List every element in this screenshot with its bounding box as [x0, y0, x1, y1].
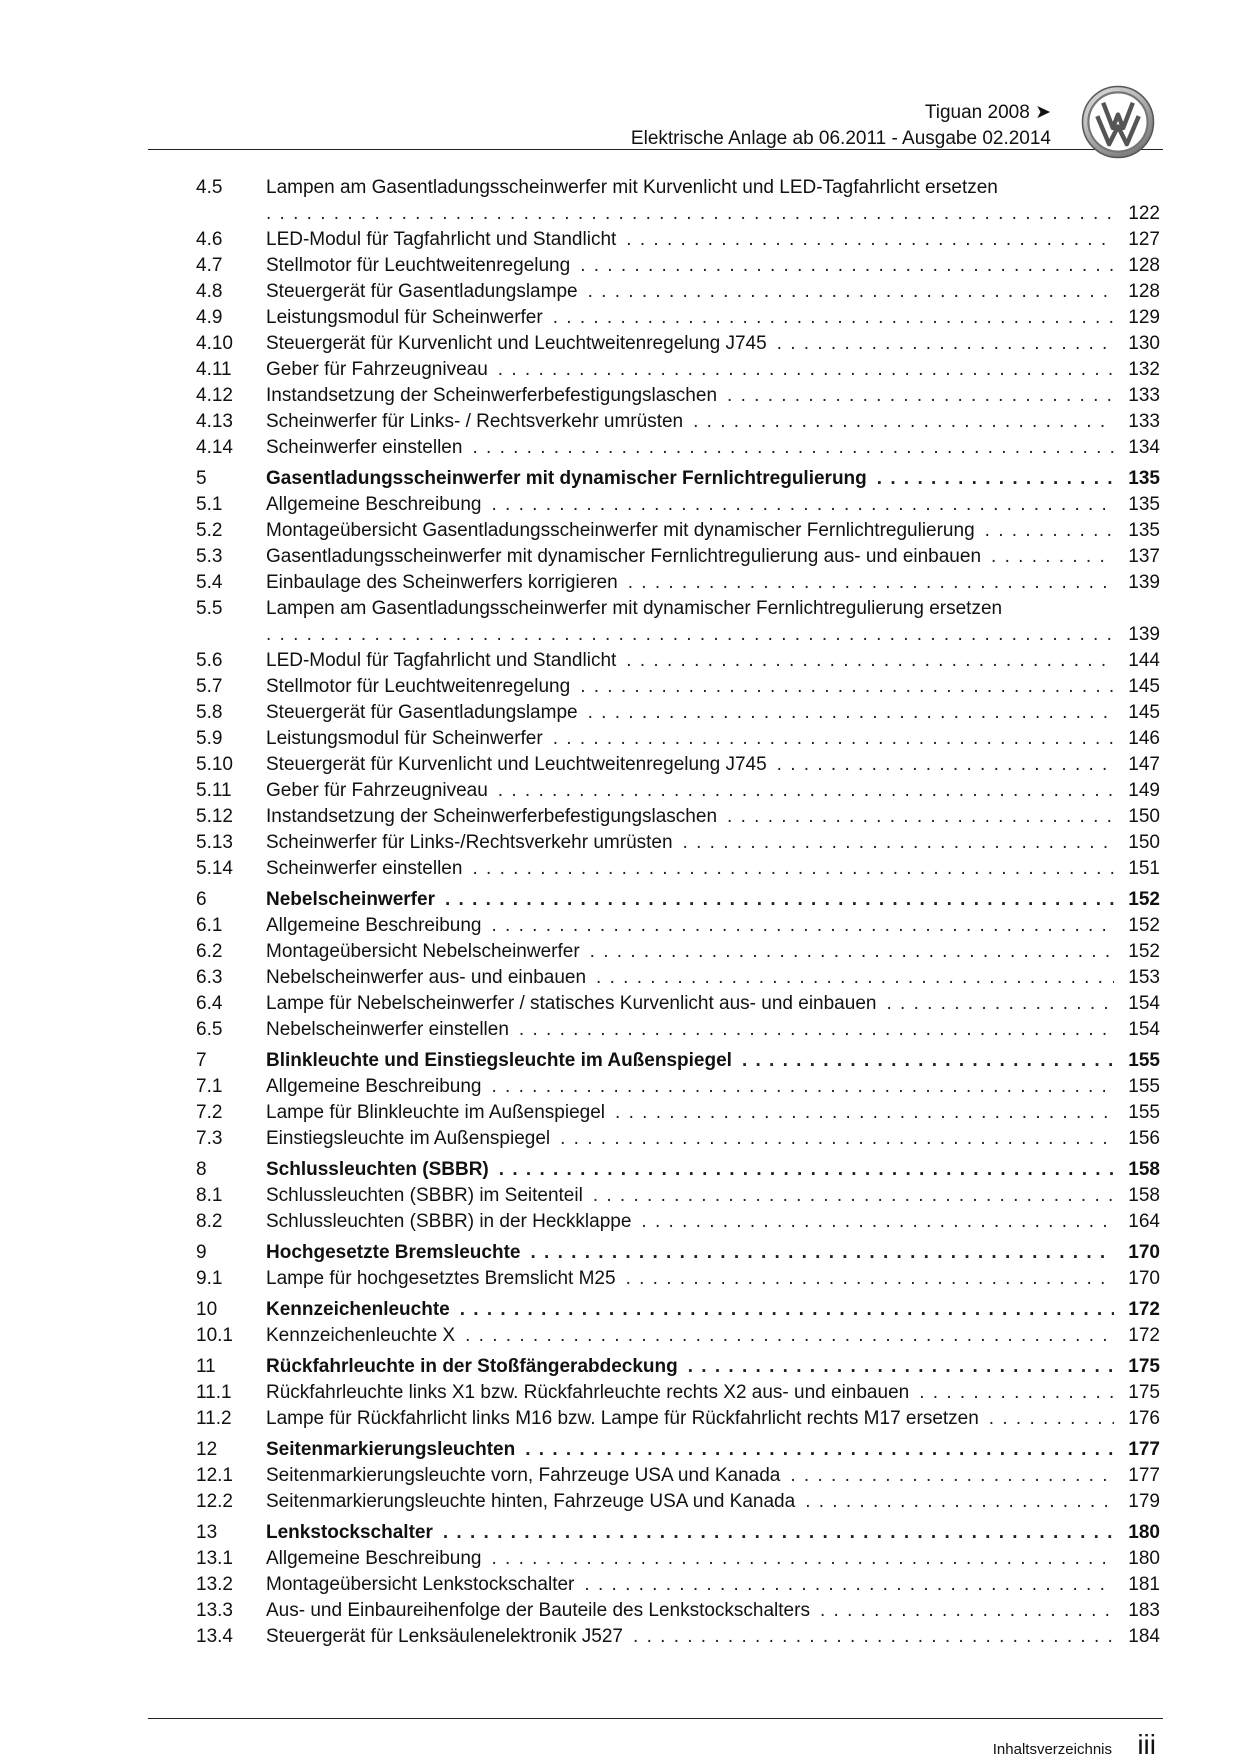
toc-page-number: 164	[1128, 1211, 1160, 1232]
toc-page-number: 152	[1128, 941, 1160, 962]
toc-entry[interactable]	[196, 331, 1160, 357]
toc-leader-dots	[626, 648, 1114, 674]
toc-number: 4.10	[196, 333, 233, 354]
toc-title: Instandsetzung der Scheinwerferbefestigungslaschen	[266, 806, 718, 827]
toc-page-number: 127	[1128, 229, 1160, 250]
toc-leader-dots	[877, 466, 1114, 492]
toc-leader-dots	[491, 1546, 1114, 1572]
toc-title: Schlussleuchten (SBBR)	[266, 1159, 489, 1180]
toc-page-number: 122	[1128, 203, 1160, 224]
toc-title: Montageübersicht Gasentladungsscheinwerfer mit dynamischer Fernlichtregulierung	[266, 520, 975, 541]
toc-number: 5.4	[196, 572, 223, 593]
toc-page-number: 128	[1128, 281, 1160, 302]
toc-entry[interactable]	[196, 279, 1160, 305]
toc-entry[interactable]	[196, 1209, 1160, 1235]
toc-page-number: 176	[1128, 1408, 1160, 1429]
toc-title: Allgemeine Beschreibung	[266, 1076, 482, 1097]
toc-leader-dots	[593, 1183, 1114, 1209]
toc-leader-dots	[530, 1240, 1114, 1266]
toc-title: Seitenmarkierungsleuchten	[266, 1439, 516, 1460]
toc-leader-dots	[633, 1624, 1114, 1650]
toc-page-number: 170	[1128, 1242, 1160, 1263]
toc-title: Lenkstockschalter	[266, 1522, 433, 1543]
toc-number: 11	[196, 1356, 216, 1377]
footer-page-number: iii	[1137, 1729, 1156, 1760]
table-of-contents	[196, 175, 1160, 1650]
toc-leader-dots	[693, 409, 1114, 435]
toc-entry[interactable]	[196, 492, 1160, 518]
toc-leader-dots	[641, 1209, 1114, 1235]
header-rule	[148, 149, 1163, 150]
toc-entry[interactable]	[196, 305, 1160, 331]
toc-leader-dots	[266, 201, 1114, 227]
toc-title: Kennzeichenleuchte X	[266, 1325, 456, 1346]
toc-number: 7.3	[196, 1128, 223, 1149]
toc-leader-dots	[886, 991, 1114, 1017]
toc-page-number: 175	[1128, 1382, 1160, 1403]
toc-page-number: 150	[1128, 806, 1160, 827]
toc-leader-dots	[777, 331, 1114, 357]
toc-page-number: 145	[1128, 676, 1160, 697]
toc-page-number: 155	[1128, 1102, 1160, 1123]
toc-leader-dots	[491, 492, 1114, 518]
toc-page-number: 154	[1128, 1019, 1160, 1040]
toc-page-number: 135	[1128, 468, 1160, 489]
toc-leader-dots	[742, 1048, 1114, 1074]
toc-page-number: 181	[1128, 1574, 1160, 1595]
toc-entry[interactable]	[196, 1406, 1160, 1432]
toc-entry[interactable]	[196, 253, 1160, 279]
toc-page-number: 152	[1128, 889, 1160, 910]
toc-entry[interactable]	[196, 700, 1160, 726]
toc-leader-dots	[727, 804, 1114, 830]
toc-section-entry[interactable]	[196, 1157, 1160, 1183]
toc-page-number: 175	[1128, 1356, 1160, 1377]
toc-number: 5.11	[196, 780, 232, 801]
toc-entry[interactable]	[196, 1463, 1160, 1489]
toc-leader-dots	[991, 544, 1114, 570]
toc-entry[interactable]	[196, 752, 1160, 778]
toc-number: 8	[196, 1159, 207, 1180]
toc-entry[interactable]	[196, 1598, 1160, 1624]
toc-entry[interactable]	[196, 596, 1160, 648]
toc-leader-dots	[266, 622, 1114, 648]
vw-logo-icon	[1081, 85, 1155, 159]
toc-leader-dots	[553, 305, 1114, 331]
toc-number: 6.1	[196, 915, 223, 936]
toc-number: 7.2	[196, 1102, 223, 1123]
toc-title: Lampe für hochgesetztes Bremslicht M25	[266, 1268, 616, 1289]
toc-title: Steuergerät für Gasentladungslampe	[266, 702, 578, 723]
toc-title: Allgemeine Beschreibung	[266, 494, 482, 515]
toc-entry[interactable]	[196, 1183, 1160, 1209]
toc-page-number: 179	[1128, 1491, 1160, 1512]
toc-leader-dots	[596, 965, 1114, 991]
toc-number: 5.12	[196, 806, 233, 827]
toc-leader-dots	[519, 1017, 1114, 1043]
toc-page-number: 147	[1128, 754, 1160, 775]
toc-entry[interactable]	[196, 570, 1160, 596]
toc-title: Kennzeichenleuchte	[266, 1299, 450, 1320]
toc-number: 6.4	[196, 993, 223, 1014]
header-model: Tiguan 2008 ➤	[924, 102, 1051, 123]
toc-entry[interactable]	[196, 1017, 1160, 1043]
toc-section-entry[interactable]	[196, 466, 1160, 492]
toc-page-number: 155	[1128, 1076, 1160, 1097]
toc-entry[interactable]	[196, 1074, 1160, 1100]
toc-entry[interactable]	[196, 1624, 1160, 1650]
toc-entry[interactable]	[196, 435, 1160, 461]
toc-section-entry[interactable]	[196, 1354, 1160, 1380]
toc-page-number: 139	[1128, 624, 1160, 645]
toc-leader-dots	[588, 700, 1114, 726]
toc-leader-dots	[683, 830, 1114, 856]
toc-entry[interactable]	[196, 939, 1160, 965]
toc-entry[interactable]	[196, 856, 1160, 882]
toc-title: Einstiegsleuchte im Außenspiegel	[266, 1128, 551, 1149]
toc-title: Scheinwerfer einstellen	[266, 437, 463, 458]
toc-title: Geber für Fahrzeugniveau	[266, 359, 488, 380]
toc-leader-dots	[626, 227, 1114, 253]
toc-title: Nebelscheinwerfer einstellen	[266, 1019, 509, 1040]
toc-entry[interactable]	[196, 1266, 1160, 1292]
toc-entry[interactable]	[196, 804, 1160, 830]
toc-page-number: 177	[1128, 1439, 1160, 1460]
toc-title: Lampen am Gasentladungsscheinwerfer mit Kurvenlicht und LED-Tagfahrlicht ersetzen	[266, 177, 998, 198]
toc-number: 9	[196, 1242, 207, 1263]
toc-leader-dots	[820, 1598, 1114, 1624]
toc-number: 5.3	[196, 546, 223, 567]
toc-leader-dots	[498, 357, 1114, 383]
toc-section-entry[interactable]	[196, 1297, 1160, 1323]
toc-title: Steuergerät für Kurvenlicht und Leuchtweitenregelung J745	[266, 754, 767, 775]
toc-leader-dots	[472, 435, 1114, 461]
header-edition: Elektrische Anlage ab 06.2011 - Ausgabe 02.2014	[630, 128, 1051, 149]
toc-title: Leistungsmodul für Scheinwerfer	[266, 307, 543, 328]
toc-title: LED-Modul für Tagfahrlicht und Standlicht	[266, 650, 617, 671]
toc-page-number: 183	[1128, 1600, 1160, 1621]
toc-leader-dots	[443, 1520, 1114, 1546]
toc-leader-dots	[553, 726, 1114, 752]
toc-number: 12.2	[196, 1491, 233, 1512]
toc-title: Allgemeine Beschreibung	[266, 915, 482, 936]
toc-title: Lampe für Blinkleuchte im Außenspiegel	[266, 1102, 606, 1123]
toc-page-number: 135	[1128, 520, 1160, 541]
toc-leader-dots	[590, 939, 1114, 965]
toc-page-number: 172	[1128, 1325, 1160, 1346]
toc-title: Nebelscheinwerfer	[266, 889, 435, 910]
toc-title: Rückfahrleuchte in der Stoßfängerabdeckung	[266, 1356, 678, 1377]
toc-entry[interactable]	[196, 726, 1160, 752]
toc-number: 12.1	[196, 1465, 233, 1486]
toc-number: 10.1	[196, 1325, 233, 1346]
toc-entry[interactable]	[196, 1489, 1160, 1515]
toc-title: Lampe für Nebelscheinwerfer / statisches Kurvenlicht aus- und einbauen	[266, 993, 877, 1014]
toc-page-number: 128	[1128, 255, 1160, 276]
toc-page-number: 130	[1128, 333, 1160, 354]
toc-page-number: 146	[1128, 728, 1160, 749]
toc-page-number: 158	[1128, 1185, 1160, 1206]
toc-title: Leistungsmodul für Scheinwerfer	[266, 728, 543, 749]
toc-number: 5.14	[196, 858, 233, 879]
toc-title: Scheinwerfer für Links- / Rechtsverkehr umrüsten	[266, 411, 684, 432]
toc-section-entry[interactable]	[196, 1520, 1160, 1546]
toc-page-number: 152	[1128, 915, 1160, 936]
toc-number: 4.11	[196, 359, 232, 380]
footer-label: Inhaltsverzeichnis	[992, 1741, 1112, 1758]
toc-section-entry[interactable]	[196, 887, 1160, 913]
toc-page-number: 156	[1128, 1128, 1160, 1149]
toc-section-entry[interactable]	[196, 1048, 1160, 1074]
toc-entry[interactable]	[196, 913, 1160, 939]
toc-leader-dots	[588, 279, 1114, 305]
toc-number: 4.9	[196, 307, 223, 328]
toc-page-number: 134	[1128, 437, 1160, 458]
toc-number: 5.6	[196, 650, 223, 671]
toc-page-number: 158	[1128, 1159, 1160, 1180]
toc-leader-dots	[985, 518, 1114, 544]
toc-number: 5	[196, 468, 207, 489]
toc-number: 6.2	[196, 941, 223, 962]
toc-number: 4.12	[196, 385, 233, 406]
toc-number: 11.1	[196, 1382, 232, 1403]
toc-leader-dots	[491, 913, 1114, 939]
page-header	[148, 85, 1163, 150]
toc-leader-dots	[445, 887, 1114, 913]
toc-leader-dots	[777, 752, 1114, 778]
toc-entry[interactable]	[196, 991, 1160, 1017]
toc-leader-dots	[498, 778, 1114, 804]
toc-leader-dots	[460, 1297, 1114, 1323]
footer-rule	[148, 1718, 1163, 1719]
toc-title: Blinkleuchte und Einstiegsleuchte im Außenspiegel	[266, 1050, 732, 1071]
toc-number: 6.3	[196, 967, 223, 988]
toc-number: 4.6	[196, 229, 223, 250]
toc-title: Gasentladungsscheinwerfer mit dynamischer Fernlichtregulierung aus- und einbauen	[266, 546, 982, 567]
toc-entry[interactable]	[196, 830, 1160, 856]
toc-page-number: 133	[1128, 385, 1160, 406]
toc-leader-dots	[790, 1463, 1114, 1489]
toc-number: 4.5	[196, 177, 223, 198]
toc-number: 13.3	[196, 1600, 233, 1621]
toc-entry[interactable]	[196, 409, 1160, 435]
toc-title: Instandsetzung der Scheinwerferbefestigungslaschen	[266, 385, 718, 406]
toc-number: 6.5	[196, 1019, 223, 1040]
toc-entry[interactable]	[196, 1126, 1160, 1152]
toc-title: Schlussleuchten (SBBR) im Seitenteil	[266, 1185, 583, 1206]
toc-title: Lampen am Gasentladungsscheinwerfer mit dynamischer Fernlichtregulierung ersetzen	[266, 598, 1003, 619]
toc-title: Seitenmarkierungsleuchte vorn, Fahrzeuge USA und Kanada	[266, 1465, 781, 1486]
toc-leader-dots	[525, 1437, 1114, 1463]
toc-entry[interactable]	[196, 648, 1160, 674]
toc-entry[interactable]	[196, 383, 1160, 409]
toc-page-number: 150	[1128, 832, 1160, 853]
toc-entry[interactable]	[196, 1572, 1160, 1598]
toc-number: 13	[196, 1522, 218, 1543]
toc-leader-dots	[584, 1572, 1114, 1598]
toc-page-number: 177	[1128, 1465, 1160, 1486]
toc-page-number: 172	[1128, 1299, 1160, 1320]
toc-title: Hochgesetzte Bremsleuchte	[266, 1242, 521, 1263]
toc-title: Nebelscheinwerfer aus- und einbauen	[266, 967, 587, 988]
toc-number: 5.2	[196, 520, 223, 541]
toc-entry[interactable]	[196, 175, 1160, 227]
toc-leader-dots	[919, 1380, 1114, 1406]
toc-leader-dots	[626, 1266, 1114, 1292]
toc-page-number: 135	[1128, 494, 1160, 515]
toc-number: 4.14	[196, 437, 233, 458]
toc-leader-dots	[805, 1489, 1114, 1515]
toc-leader-dots	[580, 674, 1114, 700]
toc-entry[interactable]	[196, 1546, 1160, 1572]
toc-section-entry[interactable]	[196, 1437, 1160, 1463]
toc-entry[interactable]	[196, 357, 1160, 383]
toc-page-number: 144	[1128, 650, 1160, 671]
toc-title: Steuergerät für Kurvenlicht und Leuchtweitenregelung J745	[266, 333, 767, 354]
toc-leader-dots	[688, 1354, 1114, 1380]
toc-number: 10	[196, 1299, 218, 1320]
toc-title: Stellmotor für Leuchtweitenregelung	[266, 676, 571, 697]
toc-page-number: 149	[1128, 780, 1160, 801]
toc-number: 7	[196, 1050, 207, 1071]
toc-leader-dots	[465, 1323, 1114, 1349]
toc-title: Schlussleuchten (SBBR) in der Heckklappe	[266, 1211, 632, 1232]
toc-entry[interactable]	[196, 674, 1160, 700]
toc-number: 8.2	[196, 1211, 223, 1232]
toc-title: Scheinwerfer einstellen	[266, 858, 463, 879]
toc-title: Lampe für Rückfahrlicht links M16 bzw. Lampe für Rückfahrlicht rechts M17 ersetzen	[266, 1408, 979, 1429]
toc-title: LED-Modul für Tagfahrlicht und Standlicht	[266, 229, 617, 250]
toc-leader-dots	[989, 1406, 1114, 1432]
toc-page-number: 155	[1128, 1050, 1160, 1071]
toc-number: 8.1	[196, 1185, 223, 1206]
toc-title: Montageübersicht Lenkstockschalter	[266, 1574, 575, 1595]
toc-number: 5.9	[196, 728, 223, 749]
toc-title: Montageübersicht Nebelscheinwerfer	[266, 941, 580, 962]
toc-title: Steuergerät für Gasentladungslampe	[266, 281, 578, 302]
toc-number: 5.7	[196, 676, 223, 697]
toc-page-number: 184	[1128, 1626, 1160, 1647]
toc-title: Rückfahrleuchte links X1 bzw. Rückfahrleuchte rechts X2 aus- und einbauen	[266, 1382, 910, 1403]
toc-title: Gasentladungsscheinwerfer mit dynamischer Fernlichtregulierung	[266, 468, 867, 489]
toc-page-number: 153	[1128, 967, 1160, 988]
toc-leader-dots	[615, 1100, 1114, 1126]
toc-entry[interactable]	[196, 965, 1160, 991]
toc-number: 12	[196, 1439, 218, 1460]
toc-section-entry[interactable]	[196, 1240, 1160, 1266]
toc-number: 11.2	[196, 1408, 232, 1429]
toc-page-number: 180	[1128, 1522, 1160, 1543]
toc-number: 9.1	[196, 1268, 223, 1289]
toc-title: Allgemeine Beschreibung	[266, 1548, 482, 1569]
toc-title: Seitenmarkierungsleuchte hinten, Fahrzeuge USA und Kanada	[266, 1491, 796, 1512]
toc-number: 4.13	[196, 411, 233, 432]
toc-entry[interactable]	[196, 1100, 1160, 1126]
toc-number: 5.5	[196, 598, 223, 619]
toc-page-number: 151	[1128, 858, 1160, 879]
toc-entry[interactable]	[196, 778, 1160, 804]
toc-leader-dots	[499, 1157, 1114, 1183]
toc-number: 13.4	[196, 1626, 233, 1647]
toc-leader-dots	[560, 1126, 1114, 1152]
toc-entry[interactable]	[196, 1323, 1160, 1349]
toc-leader-dots	[580, 253, 1114, 279]
toc-page-number: 137	[1128, 546, 1160, 567]
toc-page-number: 154	[1128, 993, 1160, 1014]
toc-page-number: 132	[1128, 359, 1160, 380]
toc-title: Einbaulage des Scheinwerfers korrigieren	[266, 572, 618, 593]
toc-page-number: 180	[1128, 1548, 1160, 1569]
toc-page-number: 133	[1128, 411, 1160, 432]
toc-leader-dots	[491, 1074, 1114, 1100]
toc-number: 5.8	[196, 702, 223, 723]
toc-page-number: 145	[1128, 702, 1160, 723]
toc-number: 4.8	[196, 281, 223, 302]
toc-title: Geber für Fahrzeugniveau	[266, 780, 488, 801]
toc-entry[interactable]	[196, 518, 1160, 544]
toc-title: Stellmotor für Leuchtweitenregelung	[266, 255, 571, 276]
toc-page-number: 139	[1128, 572, 1160, 593]
toc-page-number: 170	[1128, 1268, 1160, 1289]
toc-leader-dots	[628, 570, 1114, 596]
toc-number: 13.2	[196, 1574, 233, 1595]
toc-entry[interactable]	[196, 544, 1160, 570]
toc-number: 5.13	[196, 832, 233, 853]
toc-title: Scheinwerfer für Links-/Rechtsverkehr umrüsten	[266, 832, 673, 853]
toc-number: 4.7	[196, 255, 223, 276]
toc-leader-dots	[472, 856, 1114, 882]
toc-number: 13.1	[196, 1548, 233, 1569]
toc-page-number: 129	[1128, 307, 1160, 328]
toc-number: 5.10	[196, 754, 233, 775]
toc-entry[interactable]	[196, 1380, 1160, 1406]
toc-title: Aus- und Einbaureihenfolge der Bauteile des Lenkstockschalters	[266, 1600, 810, 1621]
toc-number: 5.1	[196, 494, 223, 515]
toc-entry[interactable]	[196, 227, 1160, 253]
toc-title: Steuergerät für Lenksäulenelektronik J527	[266, 1626, 624, 1647]
toc-number: 6	[196, 889, 207, 910]
toc-number: 7.1	[196, 1076, 223, 1097]
toc-leader-dots	[727, 383, 1114, 409]
